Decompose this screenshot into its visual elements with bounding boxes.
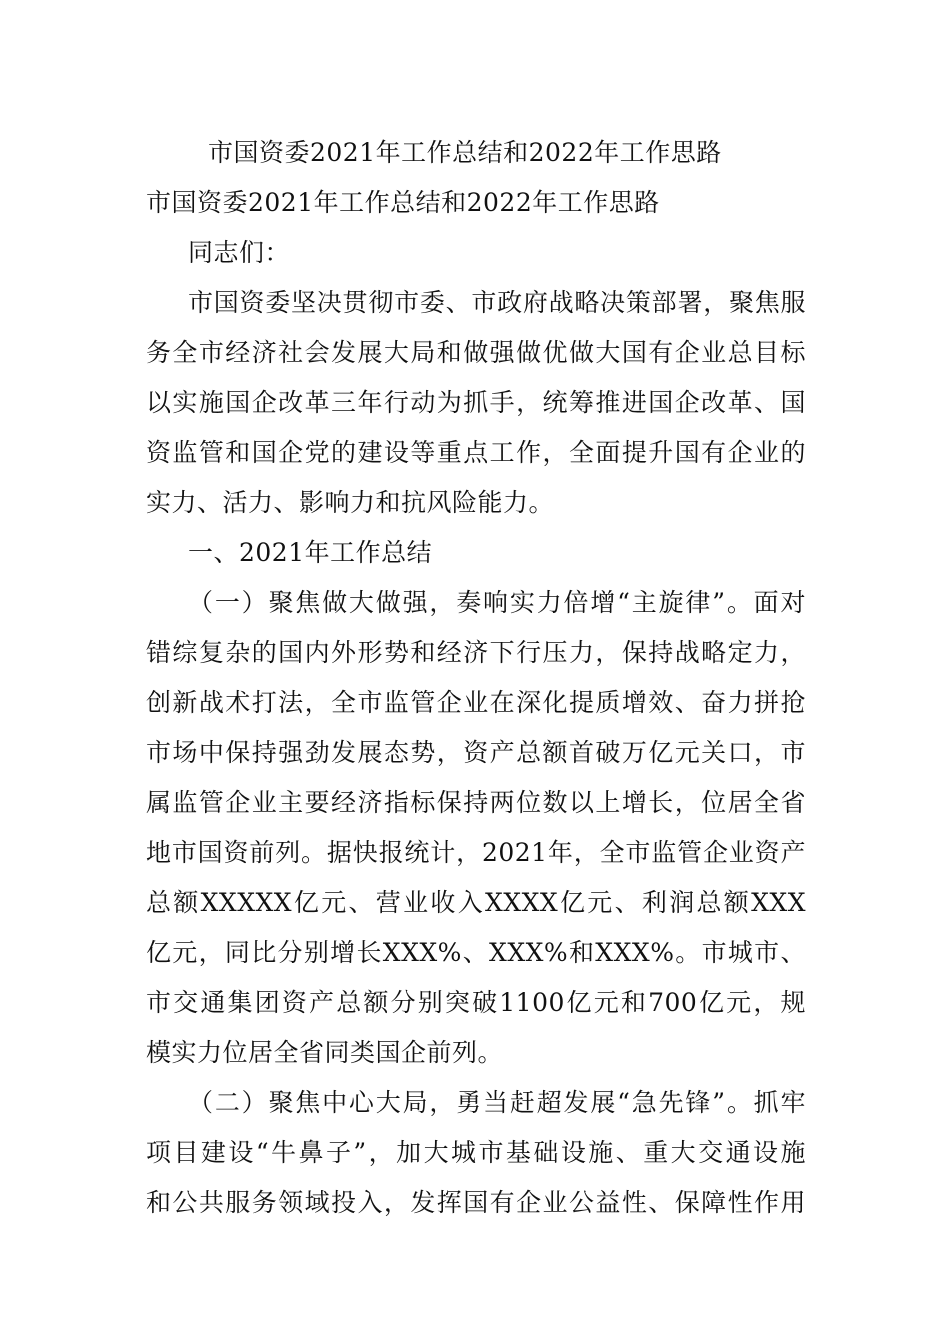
paragraph-line: 市国资委坚决贯彻市委、市政府战略决策部署，聚焦服 [188, 288, 806, 317]
paragraph-line: 错综复杂的国内外形势和经济下行压力，保持战略定力， [146, 638, 806, 667]
paragraph-line: 总额XXXXX亿元、营业收入XXXX亿元、利润总额XXX [146, 888, 806, 917]
greeting: 同志们： [188, 238, 291, 267]
paragraph-line: 项目建设“牛鼻子”，加大城市基础设施、重大交通设施 [146, 1138, 806, 1167]
paragraph-line: 和公共服务领域投入，发挥国有企业公益性、保障性作用 [146, 1188, 806, 1217]
document-title-centered: 市国资委2021年工作总结和2022年工作思路 [208, 138, 722, 167]
item-1-paragraph [146, 578, 806, 1078]
paragraph-line: 地市国资前列。据快报统计，2021年，全市监管企业资产 [146, 838, 806, 867]
paragraph-line: 务全市经济社会发展大局和做强做优做大国有企业总目标 [146, 338, 806, 367]
paragraph-line: 属监管企业主要经济指标保持两位数以上增长，位居全省 [146, 788, 806, 817]
paragraph-line: 资监管和国企党的建设等重点工作，全面提升国有企业的 [146, 438, 806, 467]
paragraph-line: 亿元，同比分别增长XXX%、XXX%和XXX%。市城市、 [146, 938, 806, 967]
intro-paragraph [146, 278, 806, 528]
paragraph-line: （二）聚焦中心大局，勇当赶超发展“急先锋”。抓牢 [188, 1088, 806, 1117]
paragraph-line: 实力、活力、影响力和抗风险能力。 [146, 488, 555, 517]
document-body [146, 128, 806, 1228]
paragraph-line: 以实施国企改革三年行动为抓手，统筹推进国企改革、国 [146, 388, 806, 417]
paragraph-line: 创新战术打法，全市监管企业在深化提质增效、奋力拼抢 [146, 688, 806, 717]
paragraph-line: 市场中保持强劲发展态势，资产总额首破万亿元关口，市 [146, 738, 806, 767]
item-2-paragraph [146, 1078, 806, 1228]
document-title: 市国资委2021年工作总结和2022年工作思路 [146, 188, 660, 217]
paragraph-line: 市交通集团资产总额分别突破1100亿元和700亿元，规 [146, 988, 806, 1017]
paragraph-line: （一）聚焦做大做强，奏响实力倍增“主旋律”。面对 [188, 588, 806, 617]
section-heading: 一、2021年工作总结 [188, 538, 433, 567]
paragraph-line: 模实力位居全省同类国企前列。 [146, 1038, 504, 1067]
